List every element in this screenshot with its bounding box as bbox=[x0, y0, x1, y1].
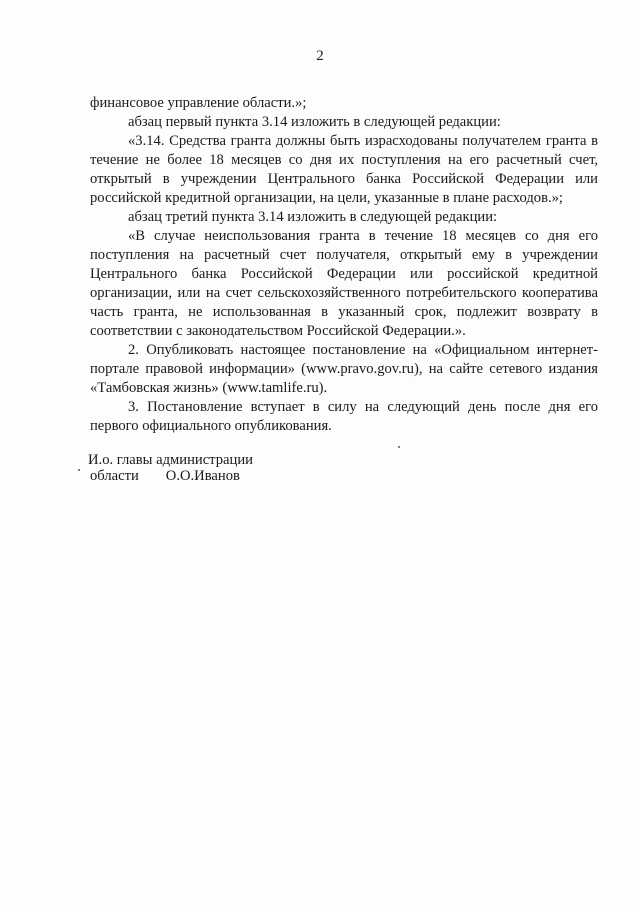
paragraph-5: «В случае неиспользования гранта в течение 18 месяцев со дня его поступления на расчетный счет получателя, открытый ему в учреждении Центрального банка Российской Федерации или российской кредитной организации, или на счет сельскохозяйственного потребительского кооператива часть гранта, не использованная в указанный срок, подлежит возврату в соответствии с законодательством Российской Федерации.». bbox=[90, 228, 598, 339]
signatory-name: О.О.Иванов bbox=[165, 468, 240, 484]
signature-block bbox=[88, 452, 253, 484]
signatory-title-continued: области bbox=[90, 468, 139, 484]
scan-speck bbox=[78, 469, 80, 471]
scan-speck bbox=[398, 446, 400, 448]
page-number: 2 bbox=[316, 48, 324, 64]
paragraph-1: финансовое управление области.»; bbox=[90, 95, 307, 111]
paragraph-3: «3.14. Средства гранта должны быть израсходованы получателем гранта в течение не более 18 месяцев со дня их поступления на его расчетный счет, открытый в учреждении Центрального банка Российской Федерации или российской кредитной организации, на цели, указанные в плане расходов.»; bbox=[90, 133, 598, 206]
paragraph-4: абзац третий пункта 3.14 изложить в следующей редакции: bbox=[128, 209, 498, 225]
paragraph-2: абзац первый пункта 3.14 изложить в следующей редакции: bbox=[128, 114, 501, 130]
signatory-title: И.о. главы администрации bbox=[88, 452, 253, 468]
document-body bbox=[90, 94, 598, 436]
paragraph-6: 2. Опубликовать настоящее постановление на «Официальном интернет-портале правовой информации» (www.pravo.gov.ru), на сайте сетевого издания «Тамбовская жизнь» (www.tamlife.ru). bbox=[90, 342, 598, 396]
paragraph-7: 3. Постановление вступает в силу на следующий день после дня его первого официального опубликования. bbox=[90, 399, 598, 434]
signatory-line-2 bbox=[88, 468, 253, 484]
